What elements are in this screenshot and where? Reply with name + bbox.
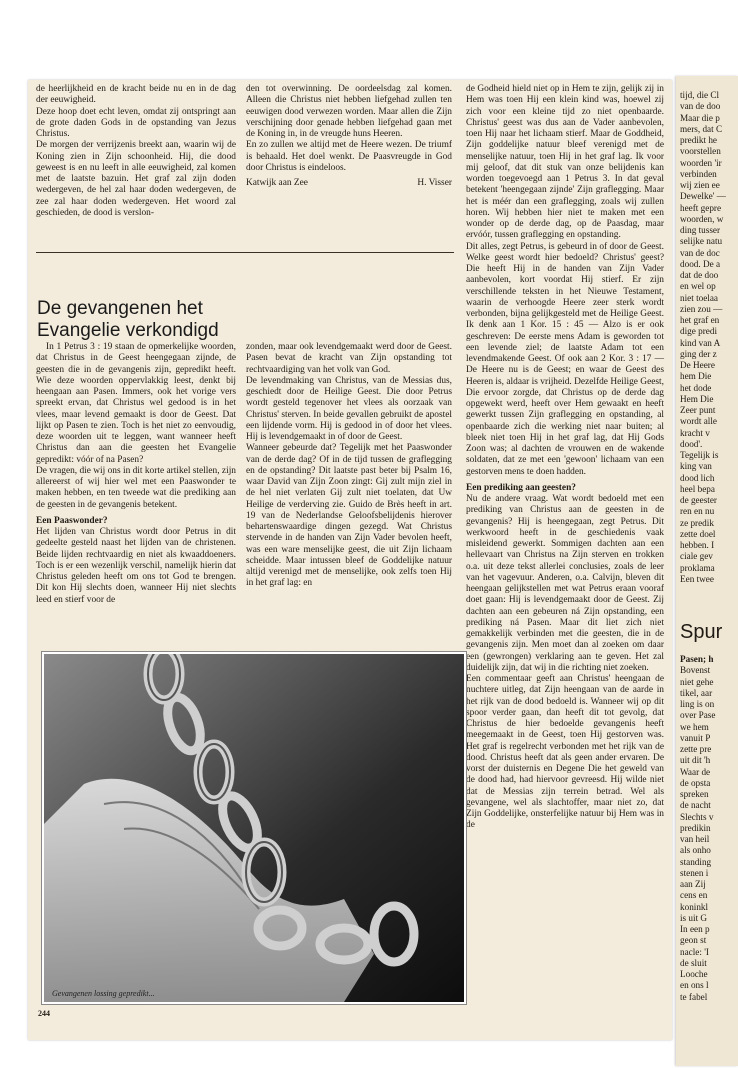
paragraph: De vragen, die wij ons in dit korte artikel stellen, zijn allereerst of wij hier wel met een Paaswonder te maken hebben, en ten tweede wat die prediking aan de geesten in de gevangenis betekent. [36,465,236,510]
paragraph: De levendmaking van Christus, van de Messias dus, geschiedt door de Heilige Geest. Die door Petrus wordt gesteld tegenover het vlees als oorzaak van Christus' sterven. In beide gevallen gebruikt de apostel een lijdende vorm. Hij is gedood in of door het vlees. Hij is levendgemaakt in of door de Geest. [246,375,452,442]
text-line: is uit G [680,912,708,923]
paragraph: Nu de andere vraag. Wat wordt bedoeld met een prediking van Christus aan de geesten in de gevangenis? Hij is heengegaan, zegt Petrus. Dit werkwoord heeft in de geschiedenis vaak misleidend gewerkt. Sommigen dachten aan een hellevaart van Christus na Zijn sterven en trokken o.a. uit deze tekst allerlei conclusies, zoals de leer van het vagevuur. Anderen, o.a. Calvijn, bleven dit heengaan gelijkstellen met wat Petrus eraan vooraf doet gaan: Hij is levendgemaakt door de Geest. Zij dachten aan een gebeuren ná Zijn opstanding, een prediking ná Pasen. Maar dit liet zich niet gemakkelijk verbinden met die geesten, die in de gevangenis zijn. Men moet dan al zoeken om daar een (gewrongen) verklaring aan te geven. Het zal duidelijk zijn, dat wij in die richting niet zoeken. [466,494,664,673]
text-line: zette pre [680,744,712,754]
paragraph: zonden, maar ook levendgemaakt werd door de Geest. Pasen bevat de kracht van Zijn opstanding tot rechtvaardiging van het volk van God. [246,342,452,375]
text-line: niet toelaa [680,292,719,303]
text-line: predikin [680,822,711,833]
paragraph: In 1 Petrus 3 : 19 staan de opmerkelijke woorden, dat Christus in de Geest heengegaan zijnde, de geesten die in de gevangenis zijn, gepredikt heeft. Wie deze woorden oppervlakkig leest, denkt bij heengaan aan Pasen. Immers, ook het vorige vers spreekt ervan, dat Christus wel gedood is in het vlees, maar levend gemaakt is door de Geest. Dat lijkt op Pasen te zien. Toch is het niet zo eenvoudig, deze woorden uit te leggen, want wanneer heeft Christus dan aan die geesten het Evangelie gepredikt: vóór of na Pasen? [36,342,236,465]
article-headline: De gevangenen het Evangelie verkondigd [37,298,219,341]
signature-place: Katwijk aan Zee [246,178,308,188]
text-line: wij zien ee [680,180,720,190]
signature [246,178,452,189]
text-line: mers, dat C [680,123,723,134]
text-line: verbinden [680,168,717,179]
text-line: Looche [680,969,708,979]
paragraph: Wanneer gebeurde dat? Tegelijk met het Paaswonder van de derde dag? Of in de tijd tussen de graflegging en de opstanding? Dit laatste past beter bij Psalm 16, waar David van Zijn Zoon zingt: Gij zult mijn ziel in de hel niet verlaten Gij zult niet toelaten, dat Uw Heilige de verderving zie. Guido de Brès heeft in art. 19 van de Nederlandse Geloofsbelijdenis hierover behartenswaardige dingen gezegd. Wat Christus stervende in de handen van Zijn Vader bevolen heeft, was een ware menselijke geest, die uit Zijn lichaam scheidde. Maar intussen bleef de Goddelijke natuur altijd verenigd met de menselijke, ook zelfs toen Hij in het graf lag: en [246,443,452,589]
article-photo [42,652,466,1004]
paragraph: Deze hoop doet echt leven, omdat zij ontspringt aan de grote daden Gods in de opstanding van Jezus Christus. [36,106,236,139]
text-line: koninkl [680,901,709,912]
paragraph: de Godheid hield niet op in Hem te zijn, gelijk zij in Hem was toen Hij een klein kind was, hoewel zij zich voor een kleine tijd zo niet openbaarde. Christus' geest was dus aan de Vader aanbevolen, toen Hij naar het lichaam stierf. Maar de Goddheid, Zijn goddelijke natuur bleef verenigd met de menselijke natuur, toen Hij in het graf lag. Ik voor mij geloof, dat dit stuk van onze belijdenis kan worden toegevoegd aan 1 Petrus 3. In dat geval betekent 'heengegaan zijnde' Zijn graflegging. Maar het is méér dan een graflegging, zoals wij zullen horen. Wij hebben hier niet te maken met een wonder op de derde dag, op de Paasdag, maar ervóór, tussen graflegging en opstanding. [466,84,664,241]
photo-caption: Gevangenen lossing gepredikt... [52,989,155,998]
text-line: dige predi [680,326,717,337]
text-line: we hem [680,721,709,732]
text-line: voorstellen [680,146,721,157]
text-line: uit dit 'h [680,755,711,766]
next-page-edge [676,76,738,1066]
text-line: ding tusser [680,225,721,235]
article-column-3 [466,84,664,832]
text-line: van de doo [680,101,721,112]
text-line: als onho [680,845,711,856]
paragraph: De morgen der verrijzenis breekt aan, waarin wij de Koning zien in Zijn schoonheid. Hij, die dood geweest is en nu leeft in alle eeuwigheid, zal komen met de laatste bazuin. Het graf zal zijn doden wedergeven, de hel zal haar doden wedergeven, de zee zal haar doden wedergeven. Het woord zal geschieden, de dood is verslon- [36,140,236,218]
text-line: hebben. I [680,540,715,550]
text-line: vanuit P [680,732,711,743]
text-line: Dewelke' — [680,191,726,202]
page-number: 244 [38,1009,50,1018]
text-line: van heil [680,834,710,844]
text-line: heel bepa [680,483,715,494]
paragraph: Dit alles, zegt Petrus, is gebeurd in of door de Geest. Welke geest wordt hier bedoeld? Christus' geest? Die heeft Hij in de handen van Zijn Vader aanbevolen, kort voordat Hij stierf. Er zijn verschillende teksten in het Nieuwe Testament, waarin de verhoogde Heere zeer sterk wordt verbonden, bijna gelijkgesteld met de Heilige Geest. Ik denk aan 1 Kor. 15 : 45 — Alzo is er ook geschreven: De eerste mens Adam is geworden tot een levende ziel; de laatste Adam tot een levendmakende Geest. Of ook aan 2 Kor. 3 : 17 — De Heere nu is de Geest; en waar de Geest des Heeren is, aldaar is vrijheid. Dezelfde Heilige Geest, Die ervoor zorgde, dat Christus op de derde dag opgewekt werd, heeft over Hem gewaakt en heeft gewerkt tussen Zijn graflegging en opstanding, al openbaarde zich die werking niet naar buiten; al bleek niet toen Hij in het graf lag, dat Hij Gods Zoon was; al dachten de vrouwen en de wakende soldaten, dat ze met een 'gewoon' lichaam van een gestorven mens te doen hadden. [466,241,664,477]
text-line: dood'. [680,438,703,449]
text-line: en wel op [680,281,716,292]
text-line: de opsta [680,777,711,788]
subheading: Een prediking aan geesten? [466,482,576,493]
text-line: standing [680,856,712,867]
text-line: ging der z [680,348,717,359]
section-divider [36,252,454,253]
signature-author: H. Visser [417,178,452,188]
chained-hands-photo [44,654,464,1002]
text-line: ciale gev [680,551,713,562]
text-line: ling is on [680,699,715,709]
text-line: woorden, w [680,213,724,224]
text-line: Tegelijk is [680,450,719,460]
text-line: van de doc [680,247,720,258]
text-line: heeft gepre [680,202,722,213]
text-line: ze predik [680,517,714,528]
article-column-2 [246,342,452,590]
paragraph: En zo zullen we altijd met de Heere wezen. De triumf is behaald. Het doel wenkt. De Paasvreugde in God door Christus is eindeloos. [246,140,452,173]
text-line: dood. De a [680,258,721,269]
text-line: de nacht [680,800,711,811]
text-line: stenen i [680,867,709,878]
text-line: king van [680,461,712,472]
next-page-column [680,90,738,585]
text-line: In een p [680,924,710,934]
text-line: Een twee [680,573,714,584]
text-line: Maar die p [680,112,720,123]
text-line: proklama [680,562,715,573]
text-line: en ons l [680,980,709,991]
text-line: het dode [680,382,712,393]
text-line: aan Zij [680,879,706,889]
text-line: spreken [680,789,709,799]
paragraph: Het lijden van Christus wordt door Petrus in dit gedeelte gesteld naast het lijden van de christenen. Beide lijden rechtvaardig en niet als kwaaddoeners. Toch is er een wezenlijk verschil, namelijk hierin dat Christus geleden heeft om ons tot God te brengen. Dit kon Hij slechts doen, wanneer Hij niet slechts leed en stierf voor de [36,527,236,605]
text-line: Bovenst [680,665,711,676]
text-line: kind van A [680,337,721,348]
text-line: Waar de [680,766,711,777]
text-line: Zeer punt [680,405,716,415]
article-column-1 [36,342,236,606]
text-line: niet gehe [680,676,714,687]
text-line: ren en nu [680,506,715,517]
text-line: het graf en [680,315,720,325]
text-line: tikel, aar [680,687,713,698]
text-line: nacle: 'I [680,946,709,957]
text-line: de sluit [680,957,707,968]
text-line: Pasen; h [680,654,714,664]
intro-column-1 [36,84,236,219]
text-line: zette doel [680,528,716,539]
magazine-page [28,80,672,1040]
text-line: selijke natu [680,236,723,247]
paragraph: den tot overwinning. De oordeelsdag zal komen. Alleen die Christus niet hebben liefgehad zullen ten eeuwigen dood verwezen worden. Maar allen die Zijn verschijning door genade hebben liefgehad gaan met de Koning in, in de vreugde huns Heeren. [246,84,452,139]
text-line: predikt he [680,135,717,145]
text-line: dood lich [680,472,715,483]
text-line: over Pase [680,710,716,721]
paragraph: Een commentaar geeft aan Christus' heengaan de nuchtere uitleg, dat Zijn heengaan van de aarde in het rijk van de dood bedoeld is. Wanneer wij op dit spoor verder gaan, dan heeft dit tot gevolg, dat Christus de hier bedoelde gevangenis heeft meegemaakt in de Geest, toen Hij gestorven was. Het graf is regelrecht verbonden met het rijk van de dood. Christus heeft dat als geen ander ervaren. De vorst der duisternis en Degene Die het geweld van de dood had, had hiervoor gevreesd. Hij wilde niet dat de Messias zijn terrein betrad. Wel als gevangene, wel als slachtoffer, maar niet zo, dat Zijn Goddelijke, onsterfelijke natuur bij Hem was in de [466,674,664,831]
text-line: Slechts v [680,811,714,822]
text-line: cens en [680,890,708,901]
text-line: tijd, die Cl [680,90,720,100]
next-page-heading: Spur [680,621,723,643]
text-line: woorden 'ir [680,157,722,168]
subheading: Een Paaswonder? [36,515,108,526]
text-line: kracht v [680,427,710,438]
text-line: Hem Die [680,393,714,404]
text-line: hem Die [680,371,712,382]
paragraph: de heerlijkheid en de kracht beide nu en in de dag der eeuwigheid. [36,84,236,106]
text-line: de geester [680,495,717,505]
next-page-column-b [680,654,738,1003]
text-line: geon st [680,935,707,946]
text-line: wordt alle [680,416,717,427]
intro-column-2 [246,84,452,189]
text-line: zien zou — [680,303,723,314]
text-line: De Heere [680,360,715,370]
text-line: dat de doo [680,270,719,280]
text-line: te fabel [680,991,708,1002]
